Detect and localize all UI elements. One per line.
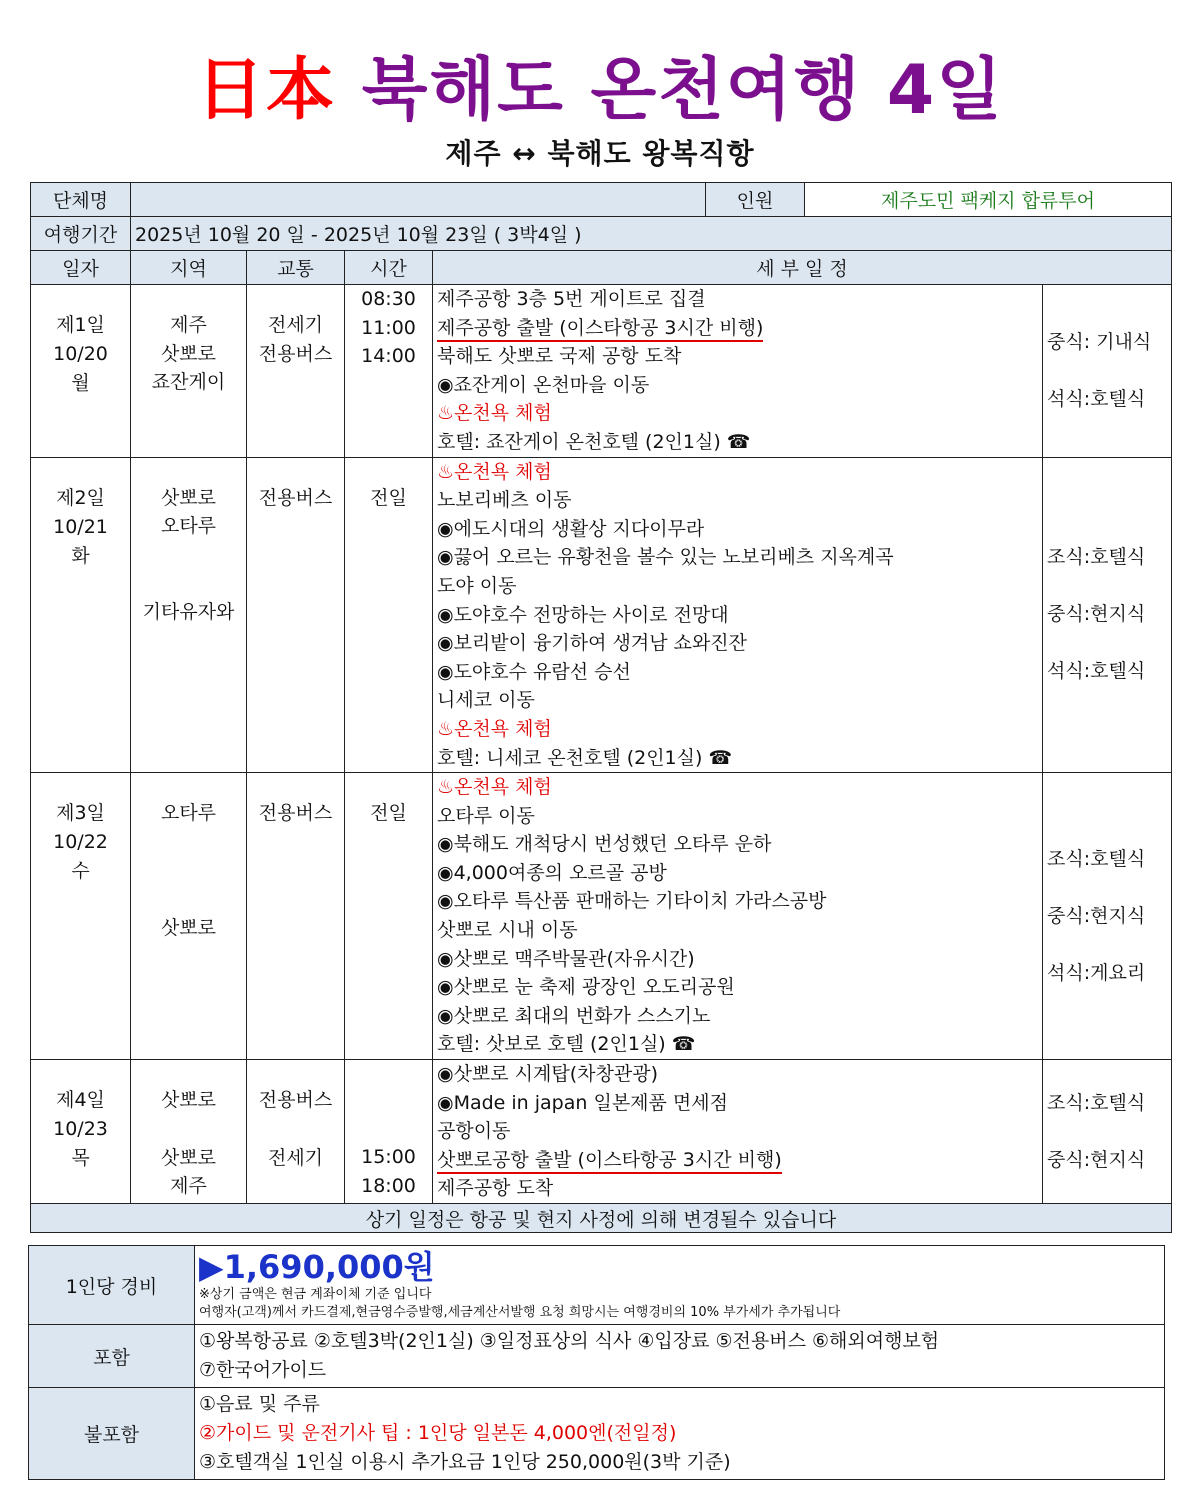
- schedule-item: ◉오타루 특산품 판매하는 기타이치 가라스공방: [437, 890, 827, 913]
- hotel-item: 호텔: 죠잔게이 온천호텔 (2인1실) ☎: [437, 430, 751, 453]
- schedule-item: ◉4,000여종의 오르골 공방: [437, 861, 667, 884]
- day-region: [131, 1060, 247, 1204]
- day-meals: [1043, 773, 1172, 1060]
- flight-departure: 제주공항 출발 (이스타항공 3시간 비행): [437, 316, 763, 342]
- schedule-item: 삿뽀로 시내 이동: [437, 919, 578, 942]
- group-value: [131, 183, 706, 217]
- meal-item: 석식:호텔식: [1047, 660, 1146, 683]
- region-item: 삿뽀로: [160, 486, 217, 509]
- schedule-item: ◉삿뽀로 최대의 번화가 스스기노: [437, 1004, 711, 1027]
- cost-table: [28, 1245, 1165, 1480]
- exclude-row: [29, 1388, 1165, 1480]
- schedule-item: 니세코 이동: [437, 689, 535, 712]
- day-transport: [247, 773, 345, 1060]
- schedule-item: [437, 314, 1038, 343]
- schedule-item: 노보리베츠 이동: [437, 489, 572, 512]
- transport-item: 전세기: [267, 1146, 324, 1169]
- day-label: [31, 1060, 131, 1204]
- group-row: [31, 183, 1172, 217]
- header-detail: 세 부 일 정: [433, 251, 1172, 285]
- day-date: 10/23: [53, 1118, 108, 1141]
- period-label: 여행기간: [31, 217, 131, 251]
- day-number: 제1일: [56, 314, 105, 336]
- onsen-item: ♨온천욕 체험: [437, 776, 552, 799]
- day-times: [345, 773, 433, 1060]
- day-weekday: 수: [71, 860, 90, 883]
- title-japan: 日本: [196, 51, 337, 130]
- day-weekday: 월: [71, 372, 90, 394]
- schedule-item: ◉보리밭이 융기하여 생겨남 쇼와진잔: [437, 632, 748, 655]
- schedule-table: [30, 182, 1172, 1233]
- region-item: 삿뽀로: [160, 1089, 217, 1112]
- price-row: [29, 1246, 1165, 1325]
- region-item: 기타유자와: [142, 600, 235, 623]
- day-weekday: 화: [71, 544, 90, 567]
- time-item: 전일: [370, 486, 407, 509]
- day-transport: [247, 1060, 345, 1204]
- header-row: [31, 251, 1172, 285]
- include-line: ①왕복항공료 ②호텔3박(2인1실) ③일정표상의 식사 ④입장료 ⑤전용버스 ⑥해외여행보험: [199, 1330, 940, 1352]
- time-item: 전일: [370, 802, 407, 825]
- flight-departure: 삿뽀로공항 출발 (이스타항공 3시간 비행): [437, 1148, 782, 1174]
- day-meals: [1043, 457, 1172, 773]
- header-region: 지역: [131, 251, 247, 285]
- schedule-item: ◉끓어 오르는 유황천을 볼수 있는 노보리베츠 지옥계곡: [437, 546, 894, 569]
- period-row: [31, 217, 1172, 251]
- day-number: 제3일: [56, 802, 105, 825]
- transport-item: 전용버스: [258, 486, 333, 509]
- time-item: 18:00: [361, 1174, 416, 1197]
- meal-item: 중식: 기내식: [1047, 330, 1152, 353]
- time-item: 08:30: [361, 288, 416, 310]
- schedule-note-row: [31, 1204, 1172, 1233]
- day-region: [131, 773, 247, 1060]
- day-date: 10/22: [53, 831, 108, 854]
- header-time: 시간: [345, 251, 433, 285]
- schedule-item: ◉Made in japan 일본제품 면세점: [437, 1091, 728, 1114]
- hotel-item: 호텔: 삿보로 호텔 (2인1실) ☎: [437, 1033, 696, 1056]
- region-item: 삿뽀로: [160, 1146, 217, 1169]
- time-item: 15:00: [361, 1146, 416, 1169]
- schedule-item: ◉삿뽀로 눈 축제 광장인 오도리공원: [437, 976, 735, 999]
- day-transport: [247, 457, 345, 773]
- hotel-item: 호텔: 니세코 온천호텔 (2인1실) ☎: [437, 746, 733, 769]
- include-label: 포함: [29, 1325, 195, 1388]
- day-times: [345, 285, 433, 458]
- day-meals: [1043, 285, 1172, 458]
- exclude-label: 불포함: [29, 1388, 195, 1480]
- price-label: 1인당 경비: [29, 1246, 195, 1325]
- transport-item: 전용버스: [258, 342, 333, 365]
- people-label: 인원: [706, 183, 805, 217]
- people-value: 제주도민 팩케지 합류투어: [805, 183, 1172, 217]
- schedule-item: [437, 1146, 1038, 1175]
- day-label: [31, 773, 131, 1060]
- day-region: [131, 457, 247, 773]
- schedule-item: 도야 이동: [437, 574, 517, 597]
- meal-item: 석식:게요리: [1047, 961, 1146, 984]
- day-row-3: [31, 773, 1172, 1060]
- schedule-item: 북해도 삿뽀로 국제 공항 도착: [437, 345, 682, 368]
- onsen-item: ♨온천욕 체험: [437, 402, 552, 425]
- day-row-4: [31, 1060, 1172, 1204]
- price-cell: [195, 1246, 1165, 1325]
- meal-item: 석식:호텔식: [1047, 387, 1146, 410]
- day-date: 10/20: [53, 343, 108, 365]
- day-date: 10/21: [53, 515, 108, 538]
- exclude-line-tip: ②가이드 및 운전기사 팁 : 1인당 일본돈 4,000엔(전일정): [199, 1422, 677, 1444]
- price-value: ▶1,690,000원: [199, 1248, 435, 1286]
- day-items: [433, 773, 1043, 1060]
- region-item: 삿뽀로: [160, 916, 217, 939]
- schedule-item: ◉도야호수 전망하는 사이로 전망대: [437, 603, 729, 626]
- day-items: [433, 1060, 1043, 1204]
- header-date: 일자: [31, 251, 131, 285]
- day-items: [433, 457, 1043, 773]
- region-item: 오타루: [160, 515, 217, 538]
- region-item: 삿뽀로: [160, 342, 217, 365]
- day-transport: [247, 285, 345, 458]
- price-note-cash: ※상기 금액은 현금 계좌이체 기준 입니다: [199, 1287, 432, 1302]
- meal-item: 중식:현지식: [1047, 603, 1146, 626]
- schedule-item: 오타루 이동: [437, 804, 535, 827]
- region-item: 죠잔게이: [151, 371, 226, 394]
- schedule-item: ◉에도시대의 생활상 지다이무라: [437, 517, 705, 540]
- region-item: 오타루: [160, 802, 217, 825]
- schedule-item: ◉도야호수 유람선 승선: [437, 660, 631, 683]
- schedule-note: 상기 일정은 항공 및 현지 사정에 의해 변경될수 있습니다: [31, 1204, 1172, 1233]
- day-region: [131, 285, 247, 458]
- day-weekday: 목: [71, 1147, 90, 1170]
- day-items: [433, 285, 1043, 458]
- onsen-item: ♨온천욕 체험: [437, 460, 552, 483]
- day-row-2: [31, 457, 1172, 773]
- page-title: [0, 36, 1200, 133]
- transport-item: 전용버스: [258, 1089, 333, 1112]
- include-cell: [195, 1325, 1165, 1388]
- day-times: [345, 457, 433, 773]
- schedule-item: ◉삿뽀로 맥주박물관(자유시간): [437, 947, 695, 970]
- schedule-item: ◉죠잔게이 온천마을 이동: [437, 373, 650, 396]
- schedule-item: 제주공항 도착: [437, 1177, 554, 1200]
- schedule-item: 공항이동: [437, 1120, 511, 1143]
- exclude-line: ①음료 및 주류: [199, 1393, 320, 1415]
- meal-item: 중식:현지식: [1047, 1148, 1146, 1171]
- day-meals: [1043, 1060, 1172, 1204]
- exclude-line: ③호텔객실 1인실 이용시 추가요금 1인당 250,000원(3박 기준): [199, 1451, 731, 1473]
- price-note-vat: 여행자(고객)께서 카드결제,현금영수증발행,세금계산서발행 요청 희망시는 여행경비의 10% 부가세가 추가됩니다: [199, 1305, 841, 1320]
- region-item: 제주: [170, 1175, 207, 1198]
- day-label: [31, 285, 131, 458]
- schedule-item: 제주공항 3층 5번 게이트로 집결: [437, 288, 706, 310]
- schedule-item: ◉북해도 개척당시 번성했던 오타루 운하: [437, 833, 772, 856]
- region-item: 제주: [170, 314, 207, 336]
- day-times: [345, 1060, 433, 1204]
- transport-item: 전용버스: [258, 802, 333, 825]
- time-item: 11:00: [361, 316, 416, 339]
- meal-item: 조식:호텔식: [1047, 1091, 1146, 1114]
- page-subtitle: 제주 ↔ 북해도 왕복직항: [445, 137, 755, 170]
- meal-item: 중식:현지식: [1047, 904, 1146, 927]
- time-item: 14:00: [361, 345, 416, 368]
- exclude-cell: [195, 1388, 1165, 1480]
- day-number: 제2일: [56, 486, 105, 509]
- period-value: 2025년 10월 20 일 - 2025년 10월 23일 ( 3박4일 ): [131, 217, 1172, 251]
- day-number: 제4일: [56, 1089, 105, 1112]
- title-tour-name: 북해도 온천여행 4일: [361, 51, 1004, 130]
- day-row-1: [31, 285, 1172, 458]
- group-label: 단체명: [31, 183, 131, 217]
- include-line: ⑦한국어가이드: [199, 1359, 327, 1381]
- onsen-item: ♨온천욕 체험: [437, 717, 552, 740]
- meal-item: 조식:호텔식: [1047, 546, 1146, 569]
- include-row: [29, 1325, 1165, 1388]
- day-label: [31, 457, 131, 773]
- meal-item: 조식:호텔식: [1047, 847, 1146, 870]
- schedule-item: ◉삿뽀로 시계탑(차창관광): [437, 1063, 658, 1086]
- header-transport: 교통: [247, 251, 345, 285]
- transport-item: 전세기: [267, 314, 324, 336]
